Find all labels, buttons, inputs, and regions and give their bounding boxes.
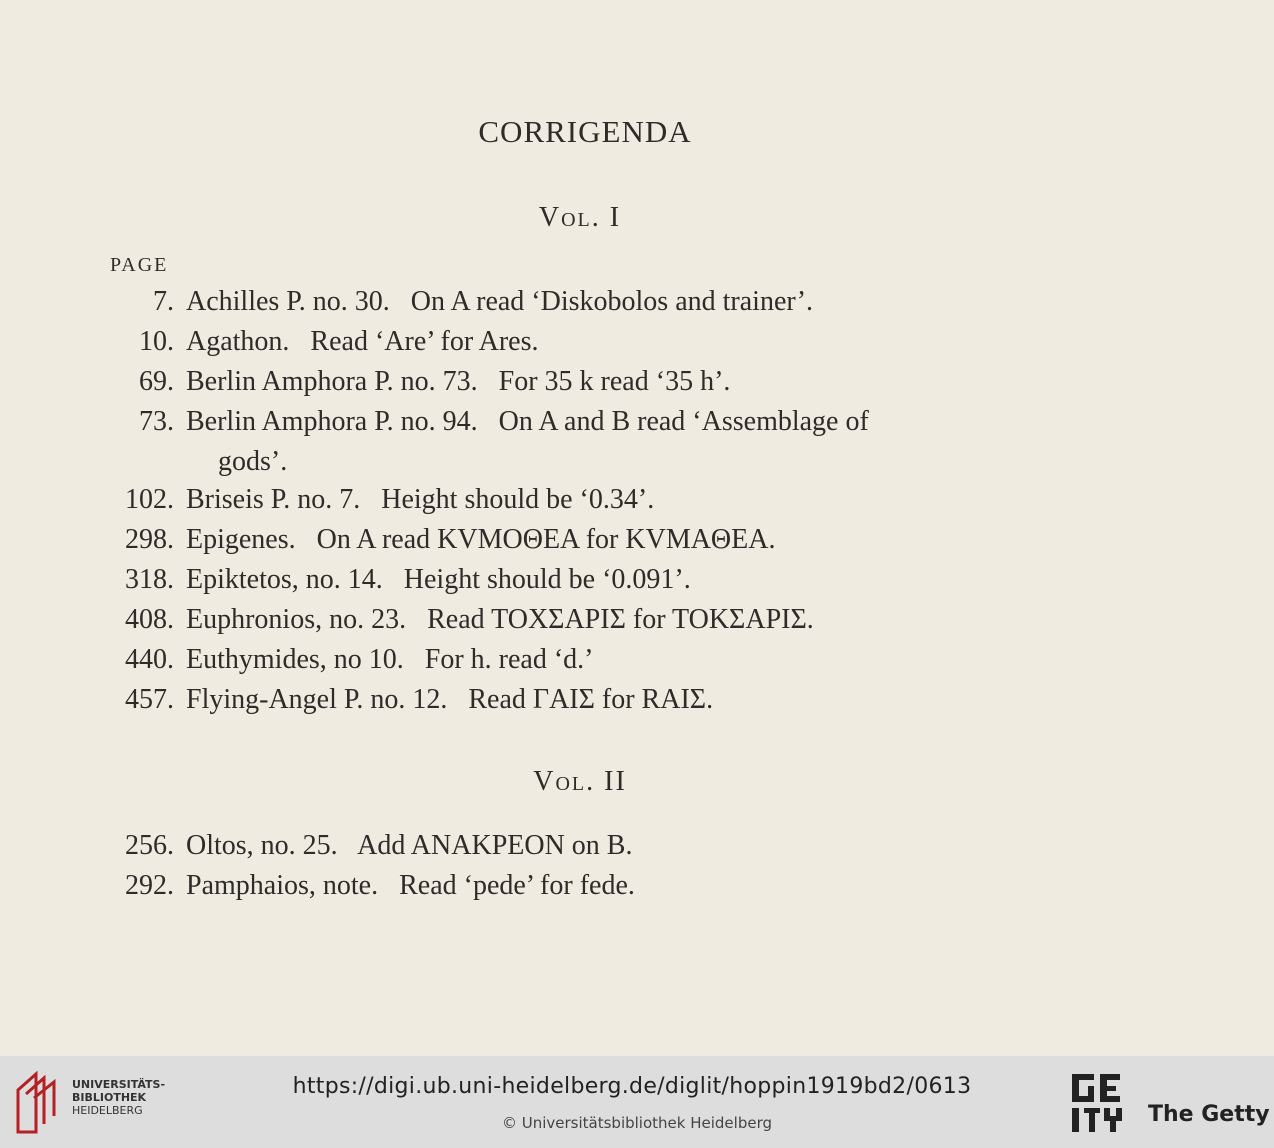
entry-page-number: 292. — [125, 870, 174, 901]
entry-text: Pamphaios, note. Read ‘pede’ for fede. — [186, 870, 635, 901]
entry-page-number: 256. — [125, 830, 174, 861]
entry-continuation: gods’. — [218, 446, 288, 477]
entry-text: Agathon. Read ‘Are’ for Ares. — [186, 326, 539, 357]
entry-page-number: 457. — [125, 684, 174, 715]
entry-page-number: 408. — [125, 604, 174, 635]
volume-heading-2: Vol. II — [533, 766, 627, 797]
entry-text: Berlin Amphora P. no. 94. On A and B read ‘Assemblage of — [186, 406, 869, 437]
entry-text: Epigenes. On A read KVMOΘEA for KVMAΘEA. — [186, 524, 776, 555]
entry-text: Achilles P. no. 30. On A read ‘Diskobolos and trainer’. — [186, 286, 814, 317]
entry-text: Berlin Amphora P. no. 73. For 35 k read ‘35 h’. — [186, 366, 731, 397]
page-column-label: PAGE — [110, 254, 169, 276]
page-title: CORRIGENDA — [478, 114, 692, 149]
copyright-notice: © Universitätsbibliothek Heidelberg — [501, 1114, 772, 1132]
getty-name: The Getty — [1148, 1102, 1270, 1127]
entry-page-number: 298. — [125, 524, 174, 555]
entry-page-number: 7. — [153, 286, 174, 317]
viewer-footer — [0, 1056, 1274, 1148]
entry-page-number: 10. — [139, 326, 174, 357]
entry-text: Flying-Angel P. no. 12. Read ΓAIΣ for RAIΣ. — [186, 684, 714, 715]
entry-text: Euphronios, no. 23. Read TOXΣAPIΣ for TOKΣAPIΣ. — [186, 604, 814, 635]
entry-text: Euthymides, no 10. For h. read ‘d.’ — [186, 644, 594, 675]
entry-text: Epiktetos, no. 14. Height should be ‘0.091’. — [186, 564, 691, 595]
entry-page-number: 73. — [139, 406, 174, 437]
entry-page-number: 69. — [139, 366, 174, 397]
permalink-url[interactable]: https://digi.ub.uni-heidelberg.de/diglit/hoppin1919bd2/0613 — [292, 1074, 972, 1099]
entry-page-number: 102. — [125, 484, 174, 515]
getty-logo-icon[interactable] — [1070, 1072, 1128, 1136]
entry-text: Oltos, no. 25. Add ANAKPEON on B. — [186, 830, 633, 861]
entry-text: Briseis P. no. 7. Height should be ‘0.34’. — [186, 484, 655, 515]
entry-page-number: 440. — [125, 644, 174, 675]
entry-page-number: 318. — [125, 564, 174, 595]
university-library-name: UNIVERSITÄTS- BIBLIOTHEK HEIDELBERG — [72, 1078, 166, 1117]
volume-heading-1: Vol. I — [538, 202, 622, 233]
